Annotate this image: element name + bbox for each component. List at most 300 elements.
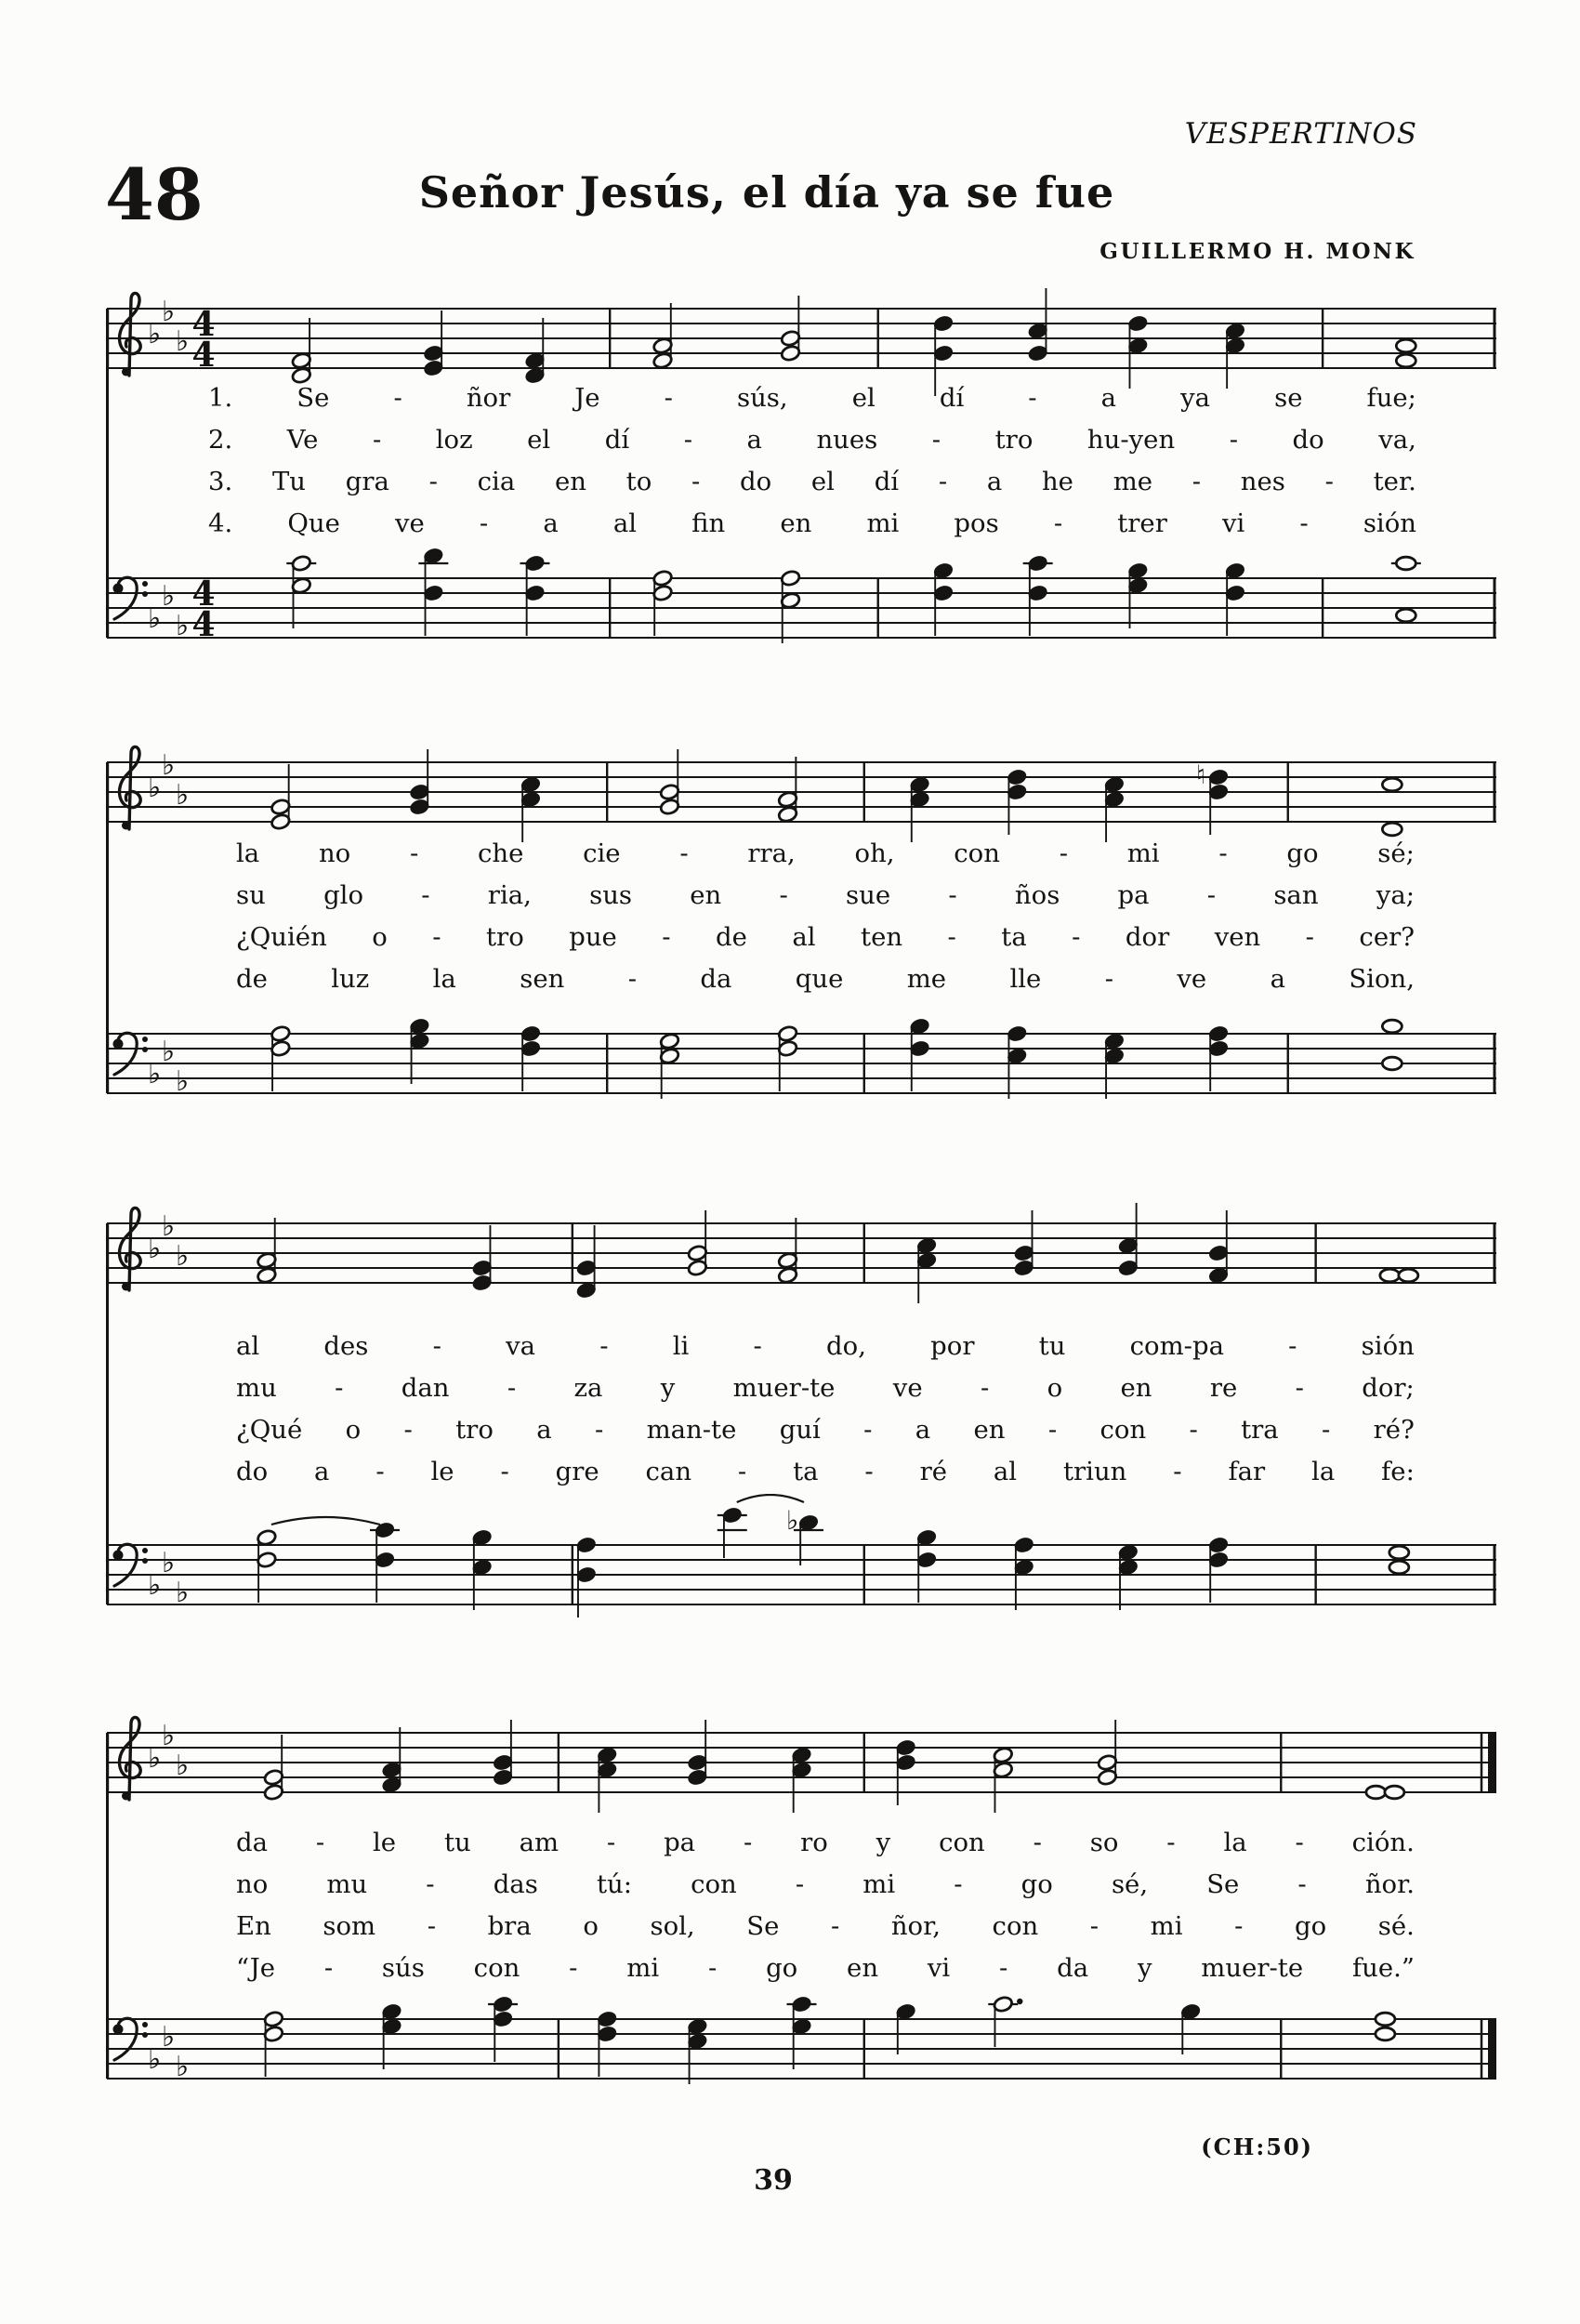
notehead xyxy=(576,1282,597,1300)
syllable: mi xyxy=(1150,1911,1183,1941)
notehead xyxy=(895,2003,915,2021)
notehead xyxy=(409,784,429,801)
notehead xyxy=(381,1776,402,1794)
flat-icon: ♭ xyxy=(176,1577,190,1609)
note-column xyxy=(409,749,429,815)
syllable: da xyxy=(1057,1953,1089,1983)
notehead xyxy=(659,784,679,801)
notehead xyxy=(1208,1245,1229,1262)
notehead xyxy=(1014,1260,1034,1277)
note-column xyxy=(687,1720,707,1786)
syllable: con xyxy=(992,1911,1039,1941)
notehead xyxy=(777,791,797,809)
lyrics-line xyxy=(236,1869,1415,1911)
syllable: da xyxy=(700,964,732,994)
note-column xyxy=(1028,288,1048,362)
syllable: oh, xyxy=(854,838,895,868)
notehead xyxy=(1225,562,1245,580)
notehead xyxy=(1382,823,1402,836)
syllable: Que xyxy=(287,508,340,538)
syllable: - xyxy=(335,1373,344,1403)
syllable: en xyxy=(780,508,812,538)
svg-text:4: 4 xyxy=(191,605,216,644)
lyrics-line xyxy=(236,1828,1415,1869)
treble-staff xyxy=(107,1172,1501,1335)
notehead xyxy=(1007,784,1027,801)
svg-text:4: 4 xyxy=(191,305,216,344)
syllable: - xyxy=(743,1828,753,1857)
syllable: sús, xyxy=(736,383,788,413)
syllable: el xyxy=(851,383,876,413)
bass-clef-icon xyxy=(113,1544,149,1586)
notehead xyxy=(1127,315,1148,333)
lyrics-line xyxy=(236,922,1415,964)
notehead xyxy=(659,1048,679,1065)
lyrics-block xyxy=(236,838,1415,1006)
note-column xyxy=(1118,1203,1139,1276)
notehead xyxy=(576,1537,597,1554)
syllable: va, xyxy=(1378,425,1416,455)
syllable: el xyxy=(527,425,551,455)
syllable: rra, xyxy=(747,838,796,868)
syllable: gra xyxy=(345,467,389,496)
notehead xyxy=(423,548,443,565)
syllable: so xyxy=(1089,1828,1119,1857)
syllable: le xyxy=(373,1828,397,1857)
notehead xyxy=(597,1747,617,1764)
cross-reference: (CH:50) xyxy=(1201,2133,1313,2160)
syllable: tu xyxy=(1038,1331,1066,1361)
system-brace-line xyxy=(106,1733,109,2079)
syllable: no xyxy=(318,838,351,868)
syllable: - xyxy=(1033,1828,1042,1857)
syllable: dí xyxy=(939,383,965,413)
notehead xyxy=(1376,2027,1395,2040)
notehead xyxy=(1118,1237,1139,1255)
flat-icon: ♭ xyxy=(162,1720,176,1752)
syllable: - xyxy=(1192,467,1202,496)
syllable: a xyxy=(746,425,762,455)
syllable: - xyxy=(409,838,419,868)
flat-icon: ♭ xyxy=(176,325,190,358)
syllable: do xyxy=(1292,425,1324,455)
syllable: guí xyxy=(779,1415,821,1445)
notehead xyxy=(257,1267,277,1285)
notehead xyxy=(687,2018,707,2036)
note-column xyxy=(520,1025,541,1091)
notehead xyxy=(1208,1025,1229,1043)
syllable: vi xyxy=(927,1953,951,1983)
notehead xyxy=(524,352,545,370)
syllable: en xyxy=(554,467,586,496)
notehead xyxy=(1127,337,1148,355)
syllable: sús xyxy=(381,1953,425,1983)
note-column xyxy=(1225,323,1245,389)
syllable: que xyxy=(795,964,844,994)
syllable: - xyxy=(403,1415,413,1445)
syllable: mi xyxy=(626,1953,660,1983)
notehead xyxy=(1208,1552,1229,1569)
lyrics-line xyxy=(208,467,1416,508)
syllable: fue.” xyxy=(1351,1953,1415,1983)
flat-icon: ♭ xyxy=(176,1750,190,1782)
syllable: Se xyxy=(1206,1869,1240,1899)
notehead xyxy=(520,776,541,794)
syllable: mu xyxy=(236,1373,277,1403)
syllable: - xyxy=(830,1911,840,1941)
notehead xyxy=(722,1507,743,1525)
notehead xyxy=(1104,791,1125,809)
syllable: dor xyxy=(1125,922,1170,952)
notehead xyxy=(916,1529,937,1547)
flat-icon: ♭ xyxy=(162,1036,176,1068)
syllable: bra xyxy=(487,1911,532,1941)
flat-icon: ♭ xyxy=(162,296,176,328)
syllable: de xyxy=(236,964,268,994)
syllable: - xyxy=(1297,1869,1307,1899)
notehead xyxy=(576,1260,597,1277)
notehead xyxy=(1225,323,1245,340)
syllable: dan xyxy=(401,1373,450,1403)
flat-icon: ♭ xyxy=(148,772,162,804)
note-column xyxy=(933,562,954,636)
syllable: “Je xyxy=(236,1953,275,1983)
notehead xyxy=(780,330,800,348)
syllable: ñor, xyxy=(890,1911,941,1941)
syllable: con xyxy=(691,1869,737,1899)
lyrics-line xyxy=(236,838,1415,880)
notehead xyxy=(270,799,291,816)
notehead xyxy=(916,1237,937,1255)
note-column xyxy=(1196,759,1229,835)
syllable: - xyxy=(421,880,430,910)
syllable: - xyxy=(691,467,701,496)
syllable: pa xyxy=(1117,880,1150,910)
notehead xyxy=(576,1566,597,1584)
notehead xyxy=(652,585,673,602)
flat-icon: ♭ xyxy=(148,2043,162,2076)
syllable: - xyxy=(1089,1911,1099,1941)
notehead xyxy=(263,1769,283,1787)
notehead xyxy=(1097,1754,1117,1772)
syllable: luz xyxy=(331,964,370,994)
note-column xyxy=(916,1237,937,1303)
notehead xyxy=(597,2011,617,2028)
notehead xyxy=(1028,555,1048,573)
notehead xyxy=(791,1747,811,1764)
syllable: con xyxy=(473,1953,520,1983)
notehead xyxy=(909,1018,929,1036)
syllable: sé, xyxy=(1111,1869,1149,1899)
notehead xyxy=(381,2003,402,2021)
notehead xyxy=(524,555,545,573)
note-column xyxy=(780,296,800,362)
syllable: - xyxy=(980,1373,990,1403)
syllable: el xyxy=(810,467,835,496)
syllable: pa xyxy=(664,1828,696,1857)
syllable: en xyxy=(1120,1373,1152,1403)
notehead xyxy=(1389,1561,1409,1574)
note-column xyxy=(472,1225,493,1291)
syllable: - xyxy=(662,922,671,952)
syllable: muer-te xyxy=(1201,1953,1304,1983)
notehead xyxy=(659,799,679,816)
syllable: - xyxy=(954,1869,963,1899)
syllable: - xyxy=(507,1373,517,1403)
note-column xyxy=(777,1025,797,1091)
syllable: sión xyxy=(1363,508,1416,538)
syllable: sus xyxy=(589,880,633,910)
final-barline xyxy=(1488,1733,1496,1792)
syllable: en xyxy=(690,880,722,910)
note-column xyxy=(1097,1720,1117,1786)
syllable: - xyxy=(375,1457,385,1486)
syllable: - xyxy=(599,1331,609,1361)
notehead xyxy=(1118,1559,1139,1577)
syllable: y xyxy=(1137,1953,1152,1983)
syllable: - xyxy=(1299,508,1309,538)
syllable: Sion, xyxy=(1349,964,1415,994)
system-brace-line xyxy=(106,309,109,638)
syllable: la xyxy=(236,838,260,868)
syllable: - xyxy=(372,425,382,455)
notehead xyxy=(263,1784,283,1802)
syllable: Tu xyxy=(271,467,307,496)
notehead xyxy=(1104,1033,1125,1050)
flat-icon: ♭ xyxy=(162,1547,176,1579)
syllable: triun xyxy=(1062,1457,1127,1486)
notehead xyxy=(1376,2013,1395,2026)
notehead xyxy=(291,352,311,370)
syllable: - xyxy=(1295,1828,1304,1857)
flat-icon: ♭ xyxy=(176,1240,190,1273)
notehead xyxy=(993,1996,1013,2014)
syllable: lle xyxy=(1009,964,1042,994)
syllable: - xyxy=(947,922,956,952)
syllable: nes xyxy=(1240,467,1285,496)
syllable: Ve xyxy=(286,425,319,455)
syllable: ¿Quién xyxy=(236,922,327,952)
lyrics-line xyxy=(236,1373,1415,1415)
syllable: a xyxy=(986,467,1003,496)
syllable: a xyxy=(915,1415,931,1445)
syllable: - xyxy=(864,1457,874,1486)
notehead xyxy=(381,2018,402,2036)
syllable: ñor xyxy=(466,383,511,413)
notehead xyxy=(1396,339,1415,352)
note-column xyxy=(1225,562,1245,636)
syllable: das xyxy=(493,1869,538,1899)
syllable: - xyxy=(569,1953,578,1983)
note-column xyxy=(291,318,311,384)
syllable: con xyxy=(954,838,1000,868)
notehead xyxy=(524,367,545,385)
note-column xyxy=(423,310,443,376)
note-column xyxy=(1376,2013,1395,2040)
syllable: le xyxy=(430,1457,454,1486)
syllable: se xyxy=(1274,383,1303,413)
note-column xyxy=(787,1996,817,2069)
notehead xyxy=(520,1040,541,1058)
bass-staff xyxy=(107,983,1501,1145)
syllable: che xyxy=(477,838,524,868)
syllable: som xyxy=(323,1911,376,1941)
note-column xyxy=(1127,315,1148,389)
syllable: go xyxy=(1286,838,1319,868)
syllable: li xyxy=(672,1331,690,1361)
treble-staff xyxy=(107,1682,1501,1844)
syllable: sue xyxy=(846,880,891,910)
note-column xyxy=(777,757,797,823)
bass-clef-icon xyxy=(113,1033,149,1075)
notehead xyxy=(916,1252,937,1270)
syllable: za xyxy=(573,1373,603,1403)
syllable: - xyxy=(795,1869,805,1899)
syllable: - xyxy=(1053,508,1063,538)
syllable: sé. xyxy=(1377,1911,1415,1941)
notehead xyxy=(472,1274,493,1292)
lyrics-line xyxy=(236,1415,1415,1457)
syllable: san xyxy=(1273,880,1319,910)
syllable: com-pa xyxy=(1129,1331,1224,1361)
note-column xyxy=(652,570,673,636)
note-column xyxy=(263,1735,283,1801)
syllable: fe: xyxy=(1381,1457,1415,1486)
notehead xyxy=(659,1033,679,1050)
syllable: pos xyxy=(954,508,999,538)
syllable: to xyxy=(625,467,652,496)
notehead xyxy=(687,1769,707,1787)
syllable: - xyxy=(1072,922,1081,952)
lyrics-block xyxy=(236,1331,1415,1499)
syllable: Se xyxy=(296,383,330,413)
note-column xyxy=(1104,1033,1125,1099)
syllable: 1. xyxy=(208,383,233,413)
syllable: sé; xyxy=(1377,838,1415,868)
flat-icon: ♭ xyxy=(176,2051,190,2083)
notehead xyxy=(1389,1546,1409,1559)
syllable: he xyxy=(1041,467,1073,496)
notehead xyxy=(1104,1048,1125,1065)
note-column xyxy=(1208,1537,1229,1603)
notehead xyxy=(909,776,929,794)
notehead xyxy=(993,1747,1013,1764)
note-column xyxy=(687,2018,707,2084)
notehead xyxy=(1028,345,1048,363)
syllable: - xyxy=(1206,880,1217,910)
notehead xyxy=(1014,1537,1034,1554)
notehead xyxy=(780,345,800,363)
syllable: mi xyxy=(866,508,900,538)
syllable: dí xyxy=(874,467,900,496)
notehead xyxy=(1014,1245,1034,1262)
notehead xyxy=(291,367,311,385)
syllable: cie xyxy=(583,838,621,868)
notehead xyxy=(791,1996,811,2014)
notehead xyxy=(409,799,429,816)
syllable: des xyxy=(323,1331,369,1361)
syllable: ve xyxy=(1177,964,1207,994)
notehead xyxy=(1396,609,1415,622)
flat-icon: ♭ xyxy=(148,602,162,635)
syllable: ción. xyxy=(1351,1828,1415,1857)
flat-icon: ♭ xyxy=(148,318,162,350)
syllable: ré? xyxy=(1373,1415,1415,1445)
syllable: am xyxy=(519,1828,560,1857)
notehead xyxy=(895,1754,915,1772)
syllable: trer xyxy=(1117,508,1167,538)
note-column xyxy=(993,1747,1013,1813)
bass-clef-icon xyxy=(113,2018,149,2060)
notehead xyxy=(895,1739,915,1757)
syllable: y xyxy=(660,1373,676,1403)
syllable: - xyxy=(1305,922,1314,952)
note-column xyxy=(780,570,800,643)
syllable: ta xyxy=(793,1457,819,1486)
note-column xyxy=(286,555,316,628)
system-brace-line xyxy=(106,762,109,1093)
svg-text:4: 4 xyxy=(191,574,216,614)
notehead xyxy=(909,1040,929,1058)
note-column xyxy=(909,1018,929,1091)
note-column xyxy=(576,1225,597,1299)
note-column xyxy=(409,1018,429,1084)
syllable: gre xyxy=(555,1457,599,1486)
notehead xyxy=(1014,1559,1034,1577)
notehead xyxy=(263,2011,283,2028)
note-column xyxy=(493,1720,513,1786)
syllable: su xyxy=(236,880,266,910)
notehead xyxy=(1225,585,1245,602)
hymn-number: 48 xyxy=(105,153,204,236)
notehead xyxy=(597,2026,617,2043)
notehead xyxy=(1399,1269,1418,1282)
syllable: - xyxy=(428,467,438,496)
syllable: Je xyxy=(574,383,600,413)
syllable: - xyxy=(1173,1457,1182,1486)
syllable: al xyxy=(612,508,638,538)
syllable: - xyxy=(500,1457,509,1486)
notehead xyxy=(652,352,673,370)
flat-icon: ♭ xyxy=(176,779,190,812)
notehead xyxy=(933,315,954,333)
syllable: tro xyxy=(486,922,524,952)
note-column xyxy=(1127,562,1148,628)
syllable: tú: xyxy=(596,1869,632,1899)
notehead xyxy=(1104,776,1125,794)
note-column xyxy=(1014,1210,1034,1276)
notehead xyxy=(933,562,954,580)
notehead xyxy=(777,1252,797,1270)
syllable: - xyxy=(938,467,948,496)
notehead xyxy=(1382,1020,1402,1033)
syllable: o xyxy=(583,1911,599,1941)
syllable: ños xyxy=(1014,880,1060,910)
note-column xyxy=(524,318,545,384)
syllable: 2. xyxy=(208,425,233,455)
syllable: do, xyxy=(826,1331,866,1361)
flat-icon: ♭ xyxy=(162,2021,176,2053)
syllable: En xyxy=(236,1911,271,1941)
syllable: dor; xyxy=(1362,1373,1415,1403)
lyrics-line xyxy=(208,425,1416,467)
syllable: - xyxy=(1218,838,1228,868)
syllable: a xyxy=(1100,383,1117,413)
syllable: muer-te xyxy=(732,1373,836,1403)
notehead xyxy=(472,1260,493,1277)
syllable: fue; xyxy=(1366,383,1416,413)
note-column xyxy=(916,1529,937,1603)
